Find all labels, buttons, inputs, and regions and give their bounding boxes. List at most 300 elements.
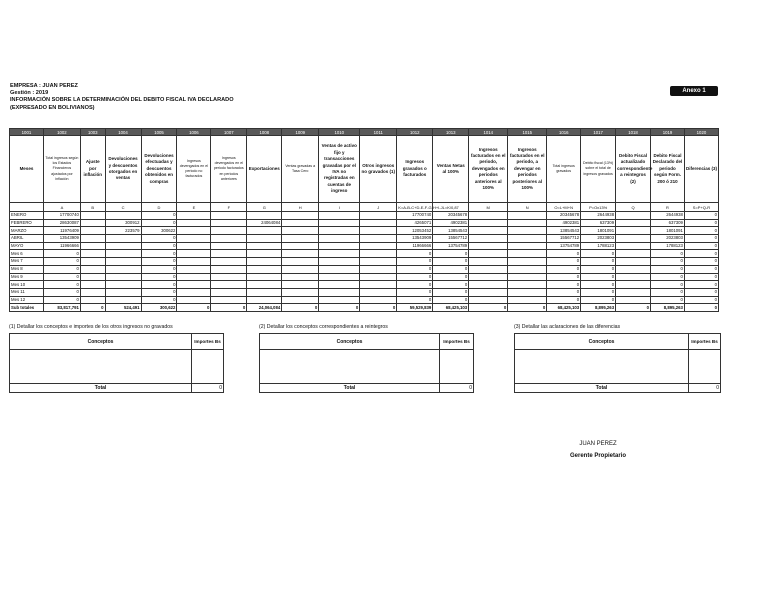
- value-cell: [360, 288, 397, 296]
- value-cell: [319, 227, 360, 235]
- table-row: [10, 258, 719, 266]
- value-cell: 13854543: [433, 227, 469, 235]
- value-cell: [360, 212, 397, 220]
- column-letter: [10, 203, 44, 212]
- value-cell: 17700740: [397, 212, 433, 220]
- column-letter: J: [360, 203, 397, 212]
- value-cell: 0: [684, 258, 718, 266]
- value-cell: [616, 273, 651, 281]
- column-header: Ingresos devengados en el periodo no facturados: [177, 136, 211, 203]
- value-cell: 0: [684, 296, 718, 304]
- column-letter: N: [508, 203, 547, 212]
- value-cell: 0: [684, 273, 718, 281]
- value-cell: [616, 288, 651, 296]
- value-cell: 15567712: [433, 235, 469, 243]
- value-cell: [211, 250, 247, 258]
- subtotal-value: 24,064,084: [247, 304, 282, 312]
- value-cell: [282, 250, 319, 258]
- value-cell: [177, 258, 211, 266]
- value-cell: 0: [684, 265, 718, 273]
- month-cell: Mes 10: [10, 281, 44, 289]
- value-cell: [616, 250, 651, 258]
- value-cell: 0: [397, 288, 433, 296]
- value-cell: [282, 288, 319, 296]
- value-cell: 1788123: [651, 242, 685, 250]
- value-cell: [469, 258, 508, 266]
- value-cell: 17700740: [43, 212, 80, 220]
- column-header: Total ingresos gravados: [547, 136, 581, 203]
- value-cell: [469, 242, 508, 250]
- fiscal-year: Gestión : 2019: [10, 90, 49, 97]
- note-box-1: [9, 324, 224, 393]
- value-cell: [469, 227, 508, 235]
- column-letter: L=K/0,87: [433, 203, 469, 212]
- value-cell: [360, 296, 397, 304]
- value-cell: 1788123: [581, 242, 616, 250]
- column-code: 1018: [616, 129, 651, 136]
- column-code: 1005: [141, 129, 177, 136]
- value-cell: [360, 235, 397, 243]
- value-cell: [282, 273, 319, 281]
- value-cell: [469, 273, 508, 281]
- value-cell: 4902381: [547, 219, 581, 227]
- amount-header: Importes Bs: [192, 334, 224, 350]
- value-cell: 0: [397, 265, 433, 273]
- value-cell: [211, 212, 247, 220]
- column-header: Ventas gravadas a Tasa Cero: [282, 136, 319, 203]
- value-cell: 0: [547, 281, 581, 289]
- value-cell: [469, 219, 508, 227]
- value-cell: [177, 296, 211, 304]
- value-cell: 0: [141, 219, 177, 227]
- month-cell: Mes 7: [10, 258, 44, 266]
- concepts-header: Conceptos: [10, 334, 192, 350]
- value-cell: 0: [141, 273, 177, 281]
- value-cell: 0: [651, 288, 685, 296]
- value-cell: [211, 258, 247, 266]
- table-row: [10, 235, 719, 243]
- value-cell: [177, 235, 211, 243]
- table-row: [10, 219, 719, 227]
- value-cell: [177, 288, 211, 296]
- column-letter: S=P+Q-R: [684, 203, 718, 212]
- table-row: [10, 296, 719, 304]
- subtotal-value: 524,491: [105, 304, 141, 312]
- value-cell: [105, 242, 141, 250]
- value-cell: 0: [651, 258, 685, 266]
- value-cell: 20345678: [433, 212, 469, 220]
- column-letter: K=A-B-C+D-E-F-G-H+I-J: [398, 204, 443, 210]
- note-empty-cell[interactable]: [689, 350, 721, 384]
- column-code: 1009: [282, 129, 319, 136]
- value-cell: 0: [141, 258, 177, 266]
- value-cell: [319, 235, 360, 243]
- value-cell: 0: [651, 281, 685, 289]
- value-cell: [247, 281, 282, 289]
- value-cell: 0: [547, 265, 581, 273]
- note-empty-cell[interactable]: [10, 350, 192, 384]
- subtotal-value: 0: [360, 304, 397, 312]
- value-cell: [360, 265, 397, 273]
- column-code: 1010: [319, 129, 360, 136]
- value-cell: [80, 273, 105, 281]
- value-cell: 0: [581, 265, 616, 273]
- value-cell: [211, 273, 247, 281]
- column-letter: E: [177, 203, 211, 212]
- column-code: 1007: [211, 129, 247, 136]
- table-row: [10, 273, 719, 281]
- value-cell: [105, 296, 141, 304]
- value-cell: [105, 250, 141, 258]
- value-cell: [508, 250, 547, 258]
- column-code: 1008: [247, 129, 282, 136]
- value-cell: [360, 219, 397, 227]
- signature-name: JUAN PEREZ: [579, 441, 617, 447]
- value-cell: 24064084: [247, 219, 282, 227]
- value-cell: [469, 212, 508, 220]
- value-cell: [211, 288, 247, 296]
- value-cell: [319, 250, 360, 258]
- value-cell: [319, 212, 360, 220]
- value-cell: [319, 265, 360, 273]
- column-header: Debito Fiscal actualizado correspondiente a reintegros (2): [616, 136, 651, 203]
- value-cell: [177, 242, 211, 250]
- column-code: 1012: [397, 129, 433, 136]
- value-cell: [319, 288, 360, 296]
- value-cell: 0: [397, 258, 433, 266]
- value-cell: 4902381: [433, 219, 469, 227]
- value-cell: [616, 258, 651, 266]
- value-cell: [80, 250, 105, 258]
- value-cell: [616, 265, 651, 273]
- value-cell: [105, 265, 141, 273]
- value-cell: 13854543: [547, 227, 581, 235]
- month-cell: Mes 9: [10, 273, 44, 281]
- value-cell: 1801091: [581, 227, 616, 235]
- value-cell: [177, 227, 211, 235]
- value-cell: 0: [684, 235, 718, 243]
- column-code: 1013: [433, 129, 469, 136]
- document-subtitle: (EXPRESADO EN BOLIVIANOS): [10, 104, 95, 111]
- column-letter: F: [211, 203, 247, 212]
- table-row: [10, 227, 719, 235]
- value-cell: [616, 212, 651, 220]
- value-cell: [177, 212, 211, 220]
- value-cell: [319, 296, 360, 304]
- value-cell: [319, 273, 360, 281]
- table-row: [10, 250, 719, 258]
- column-header: Ingresos facturados en el periodo, devengados en periodos anteriores al 100%: [469, 136, 508, 203]
- value-cell: 0: [433, 281, 469, 289]
- value-cell: [211, 281, 247, 289]
- value-cell: 0: [547, 288, 581, 296]
- value-cell: [177, 265, 211, 273]
- value-cell: 0: [141, 296, 177, 304]
- value-cell: [211, 242, 247, 250]
- value-cell: [105, 235, 141, 243]
- value-cell: [80, 227, 105, 235]
- value-cell: 0: [43, 250, 80, 258]
- value-cell: [105, 258, 141, 266]
- value-cell: 0: [43, 265, 80, 273]
- value-cell: 0: [547, 273, 581, 281]
- value-cell: 11966666: [43, 242, 80, 250]
- table-row: [10, 288, 719, 296]
- value-cell: 2644938: [651, 212, 685, 220]
- column-letters-row: [10, 203, 719, 212]
- note-table: [514, 333, 721, 393]
- note-table: [9, 333, 224, 393]
- value-cell: 223579: [105, 227, 141, 235]
- value-cell: [508, 265, 547, 273]
- value-cell: 0: [684, 250, 718, 258]
- value-cell: [247, 235, 282, 243]
- column-code: 1017: [581, 129, 616, 136]
- note-empty-cell[interactable]: [515, 350, 689, 384]
- value-cell: 0: [141, 212, 177, 220]
- value-cell: [80, 242, 105, 250]
- column-code: 1003: [80, 129, 105, 136]
- value-cell: [282, 235, 319, 243]
- value-cell: [247, 288, 282, 296]
- value-cell: 0: [141, 265, 177, 273]
- value-cell: 1801091: [651, 227, 685, 235]
- value-cell: [360, 250, 397, 258]
- column-header: Total ingresos según los Estados Financieros ajustados por inflación: [43, 136, 80, 203]
- value-cell: 0: [397, 273, 433, 281]
- total-label: Total: [10, 384, 192, 393]
- value-cell: [360, 242, 397, 250]
- column-header: Exportaciones: [247, 136, 282, 203]
- column-header: Devoluciones efectuadas y descuentos obtenidos en compras: [141, 136, 177, 203]
- month-cell: Mes 6: [10, 250, 44, 258]
- value-cell: [508, 273, 547, 281]
- column-letter: P=Ox13%: [581, 203, 616, 212]
- value-cell: 0: [141, 250, 177, 258]
- value-cell: [211, 219, 247, 227]
- note-empty-cell[interactable]: [192, 350, 224, 384]
- value-cell: [616, 281, 651, 289]
- value-cell: 13543909: [43, 235, 80, 243]
- total-value: 0: [192, 384, 224, 393]
- value-cell: [105, 281, 141, 289]
- note-caption: (2) Detallar los conceptos correspondientes a reintegros: [259, 324, 388, 330]
- value-cell: [247, 227, 282, 235]
- column-header: Debito fiscal (13%) sobre el total de ingresos gravados: [581, 136, 616, 203]
- value-cell: 0: [684, 219, 718, 227]
- month-cell: Mes 8: [10, 265, 44, 273]
- value-cell: [360, 273, 397, 281]
- value-cell: [616, 227, 651, 235]
- value-cell: [282, 212, 319, 220]
- value-cell: 15567712: [547, 235, 581, 243]
- total-label: Total: [260, 384, 440, 393]
- column-letter: H: [282, 203, 319, 212]
- subtotal-value: 0: [616, 304, 651, 312]
- value-cell: 0: [433, 258, 469, 266]
- value-cell: [469, 235, 508, 243]
- column-header: Ingresos facturados en el periodo, a devengar en periodos posteriores al 100%: [508, 136, 547, 203]
- value-cell: [319, 242, 360, 250]
- subtotal-value: 0: [80, 304, 105, 312]
- value-cell: [282, 296, 319, 304]
- column-letter: Q: [616, 203, 651, 212]
- value-cell: [469, 281, 508, 289]
- value-cell: [469, 265, 508, 273]
- concepts-header: Conceptos: [515, 334, 689, 350]
- value-cell: [282, 219, 319, 227]
- note-caption: (3) Detallar las aclaraciones de las diferencias: [514, 324, 621, 330]
- value-cell: 13543909: [397, 235, 433, 243]
- value-cell: 0: [581, 296, 616, 304]
- value-cell: 0: [651, 265, 685, 273]
- value-cell: 2023803: [581, 235, 616, 243]
- value-cell: [469, 250, 508, 258]
- value-cell: 0: [651, 273, 685, 281]
- subtotal-value: 0: [177, 304, 211, 312]
- total-value: 0: [689, 384, 721, 393]
- column-header: Ingresos devengados en el periodo facturados en periodos anteriores: [211, 136, 247, 203]
- value-cell: [360, 258, 397, 266]
- column-header: Debito Fiscal Declarado del periodo según Form. 200 ó 210: [651, 136, 685, 203]
- column-letter: D: [141, 203, 177, 212]
- subtotal-value: 0: [508, 304, 547, 312]
- value-cell: 13754789: [433, 242, 469, 250]
- value-cell: [282, 281, 319, 289]
- column-letter: B: [80, 203, 105, 212]
- column-header: Devoluciones y descuentos otorgados en ventas: [105, 136, 141, 203]
- month-cell: Mes 11: [10, 288, 44, 296]
- value-cell: [105, 212, 141, 220]
- value-cell: 0: [433, 265, 469, 273]
- column-code: 1011: [360, 129, 397, 136]
- value-cell: [80, 288, 105, 296]
- value-cell: [80, 258, 105, 266]
- value-cell: 0: [433, 250, 469, 258]
- table-row: [10, 281, 719, 289]
- value-cell: [508, 212, 547, 220]
- value-cell: [282, 265, 319, 273]
- value-cell: 0: [581, 250, 616, 258]
- amount-header: Importes Bs: [689, 334, 721, 350]
- value-cell: 0: [43, 288, 80, 296]
- note-empty-cell[interactable]: [260, 350, 440, 384]
- value-cell: 0: [433, 288, 469, 296]
- value-cell: 0: [684, 288, 718, 296]
- value-cell: 300622: [141, 227, 177, 235]
- value-cell: 0: [684, 227, 718, 235]
- document-header: [10, 83, 234, 112]
- value-cell: [80, 281, 105, 289]
- subtotal-value: 8,895,263: [581, 304, 616, 312]
- column-code: 1019: [651, 129, 685, 136]
- value-cell: 2644938: [581, 212, 616, 220]
- value-cell: [360, 227, 397, 235]
- value-cell: 0: [547, 296, 581, 304]
- column-letter: M: [469, 203, 508, 212]
- subtotal-value: 0: [211, 304, 247, 312]
- column-letter: G: [247, 203, 282, 212]
- column-code: 1015: [508, 129, 547, 136]
- subtotal-value: 0: [319, 304, 360, 312]
- subtotal-value: 0: [684, 304, 718, 312]
- value-cell: 0: [581, 273, 616, 281]
- value-cell: [469, 288, 508, 296]
- value-cell: [80, 296, 105, 304]
- subtotal-value: 0: [469, 304, 508, 312]
- value-cell: 11966666: [397, 242, 433, 250]
- note-caption: (1) Detallar los conceptos e importes de los otros ingresos no gravados: [9, 324, 173, 330]
- value-cell: [80, 212, 105, 220]
- subtotal-value: 59,529,839: [397, 304, 433, 312]
- value-cell: [211, 265, 247, 273]
- value-cell: [508, 281, 547, 289]
- value-cell: [616, 219, 651, 227]
- subtotal-row: [10, 304, 719, 312]
- amount-header: Importes Bs: [440, 334, 474, 350]
- value-cell: 0: [433, 296, 469, 304]
- annex-badge: Anexo 1: [670, 86, 718, 96]
- value-cell: [508, 258, 547, 266]
- value-cell: 0: [684, 242, 718, 250]
- value-cell: [616, 242, 651, 250]
- value-cell: [282, 227, 319, 235]
- value-cell: [282, 258, 319, 266]
- column-letter: I: [319, 203, 360, 212]
- value-cell: [177, 281, 211, 289]
- value-cell: [80, 235, 105, 243]
- value-cell: [247, 250, 282, 258]
- value-cell: [508, 242, 547, 250]
- table-row: [10, 212, 719, 220]
- column-header: Ajuste por inflación: [80, 136, 105, 203]
- value-cell: [80, 265, 105, 273]
- value-cell: 0: [684, 212, 718, 220]
- month-cell: MARZO: [10, 227, 44, 235]
- value-cell: [247, 212, 282, 220]
- month-cell: FEBRERO: [10, 219, 44, 227]
- value-cell: 2023803: [651, 235, 685, 243]
- signature-role: Gerente Propietario: [569, 453, 626, 459]
- value-cell: 0: [43, 281, 80, 289]
- value-cell: 11976409: [43, 227, 80, 235]
- value-cell: 637309: [581, 219, 616, 227]
- value-cell: [211, 227, 247, 235]
- value-cell: [282, 242, 319, 250]
- note-table: [259, 333, 474, 393]
- value-cell: [508, 235, 547, 243]
- column-header: Diferencias (3): [684, 136, 718, 203]
- value-cell: [247, 296, 282, 304]
- column-header: Ventas Netas al 100%: [433, 136, 469, 203]
- column-code: 1014: [469, 129, 508, 136]
- column-codes-row: [10, 129, 719, 136]
- value-cell: [469, 296, 508, 304]
- month-cell: MAYO: [10, 242, 44, 250]
- value-cell: 0: [651, 250, 685, 258]
- value-cell: 0: [684, 281, 718, 289]
- document-title: INFORMACIÓN SOBRE LA DETERMINACIÓN DEL DEBITO FISCAL IVA DECLARADO: [10, 97, 234, 104]
- month-cell: ABRIL: [10, 235, 44, 243]
- value-cell: 637309: [651, 219, 685, 227]
- value-cell: 13754789: [547, 242, 581, 250]
- value-cell: [211, 235, 247, 243]
- month-cell: Mes 12: [10, 296, 44, 304]
- note-empty-cell[interactable]: [440, 350, 474, 384]
- value-cell: [247, 273, 282, 281]
- company-name: EMPRESA : JUAN PEREZ: [10, 83, 78, 89]
- value-cell: 20345678: [547, 212, 581, 220]
